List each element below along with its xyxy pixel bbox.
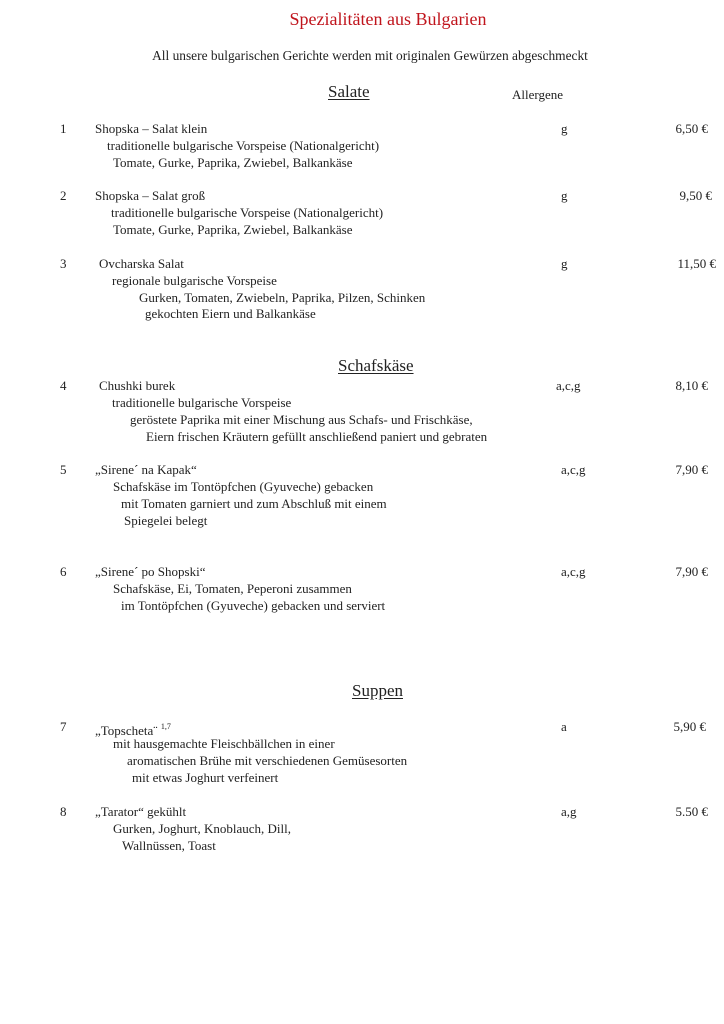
item-description: gekochten Eiern und Balkankäse [145, 306, 316, 321]
item-price: 8,10 € [675, 378, 708, 393]
item-description: mit etwas Joghurt verfeinert [132, 770, 279, 785]
menu-title: Spezialitäten aus Bulgarien [289, 9, 487, 29]
item-description: Tomate, Gurke, Paprika, Zwiebel, Balkankäse [113, 222, 353, 237]
item-price: 6,50 € [675, 121, 708, 136]
item-description: traditionelle bulgarische Vorspeise (Nationalgericht) [111, 205, 384, 220]
item-name-text: Chushki burek [99, 378, 176, 393]
item-number: 5 [60, 462, 67, 477]
item-allergens: a,c,g [556, 378, 581, 393]
menu-subtitle: All unsere bulgarischen Gerichte werden mit originalen Gewürzen abgeschmeckt [152, 48, 588, 63]
item-description: Schafskäse im Tontöpfchen (Gyuveche) gebacken [113, 479, 374, 494]
item-allergens: a,g [561, 804, 577, 819]
item-description: geröstete Paprika mit einer Mischung aus Schafs- und Frischkäse, [130, 412, 473, 427]
item-description: Tomate, Gurke, Paprika, Zwiebel, Balkankäse [113, 155, 353, 170]
item-number: 6 [60, 564, 67, 579]
item-name [95, 462, 197, 478]
item-name-text: Ovcharska Salat [99, 256, 184, 271]
item-allergens: g [561, 121, 568, 136]
item-name-text: „Tarator“ gekühlt [95, 804, 187, 819]
item-description: regionale bulgarische Vorspeise [112, 273, 277, 288]
item-name-text: „Topscheta¨ [95, 723, 158, 738]
item-allergens: g [561, 256, 568, 271]
item-description: mit hausgemachte Fleischbällchen in einer [113, 736, 335, 751]
item-price: 7,90 € [675, 564, 708, 579]
item-description: Gurken, Joghurt, Knoblauch, Dill, [113, 821, 292, 836]
item-number: 4 [60, 378, 67, 393]
item-price: 5.50 € [675, 804, 708, 819]
item-number: 1 [60, 121, 67, 136]
item-name [95, 188, 205, 204]
item-price: 11,50 € [677, 256, 716, 271]
item-number: 2 [60, 188, 67, 203]
item-allergens: a [561, 719, 567, 734]
allergen-column-label: Allergene [512, 87, 564, 102]
item-price: 5,90 € [673, 719, 706, 734]
item-description: im Tontöpfchen (Gyuveche) gebacken und serviert [121, 598, 386, 613]
item-name-text: „Sirene´ na Kapak“ [95, 462, 197, 477]
item-description: Spiegelei belegt [124, 513, 208, 528]
item-price: 7,90 € [675, 462, 708, 477]
section-title-salate: Salate [328, 82, 370, 101]
item-name [99, 256, 184, 272]
item-description: Gurken, Tomaten, Zwiebeln, Paprika, Pilzen, Schinken [139, 290, 426, 305]
item-footnote: 1,7 [160, 722, 171, 731]
item-name-text: Shopska – Salat klein [95, 121, 208, 136]
item-name [99, 378, 175, 394]
item-number: 7 [60, 719, 67, 734]
item-allergens: a,c,g [561, 564, 586, 579]
item-name [95, 121, 207, 137]
section-title-schafskaese: Schafskäse [338, 356, 414, 375]
item-description: aromatischen Brühe mit verschiedenen Gemüsesorten [127, 753, 408, 768]
item-number: 8 [60, 804, 67, 819]
item-price: 9,50 € [679, 188, 712, 203]
item-description: Eiern frischen Kräutern gefüllt anschließend paniert und gebraten [146, 429, 488, 444]
item-name-text: „Sirene´ po Shopski“ [95, 564, 206, 579]
item-description: Wallnüssen, Toast [122, 838, 216, 853]
item-allergens: a,c,g [561, 462, 586, 477]
item-name [95, 564, 205, 580]
section-title-suppen: Suppen [352, 681, 403, 700]
item-number: 3 [60, 256, 67, 271]
item-description: Schafskäse, Ei, Tomaten, Peperoni zusammen [113, 581, 352, 596]
item-description: traditionelle bulgarische Vorspeise (Nationalgericht) [107, 138, 380, 153]
item-description: traditionelle bulgarische Vorspeise [112, 395, 292, 410]
item-name-text: Shopska – Salat groß [95, 188, 206, 203]
item-name [95, 804, 186, 820]
item-allergens: g [561, 188, 568, 203]
item-description: mit Tomaten garniert und zum Abschluß mit einem [121, 496, 387, 511]
